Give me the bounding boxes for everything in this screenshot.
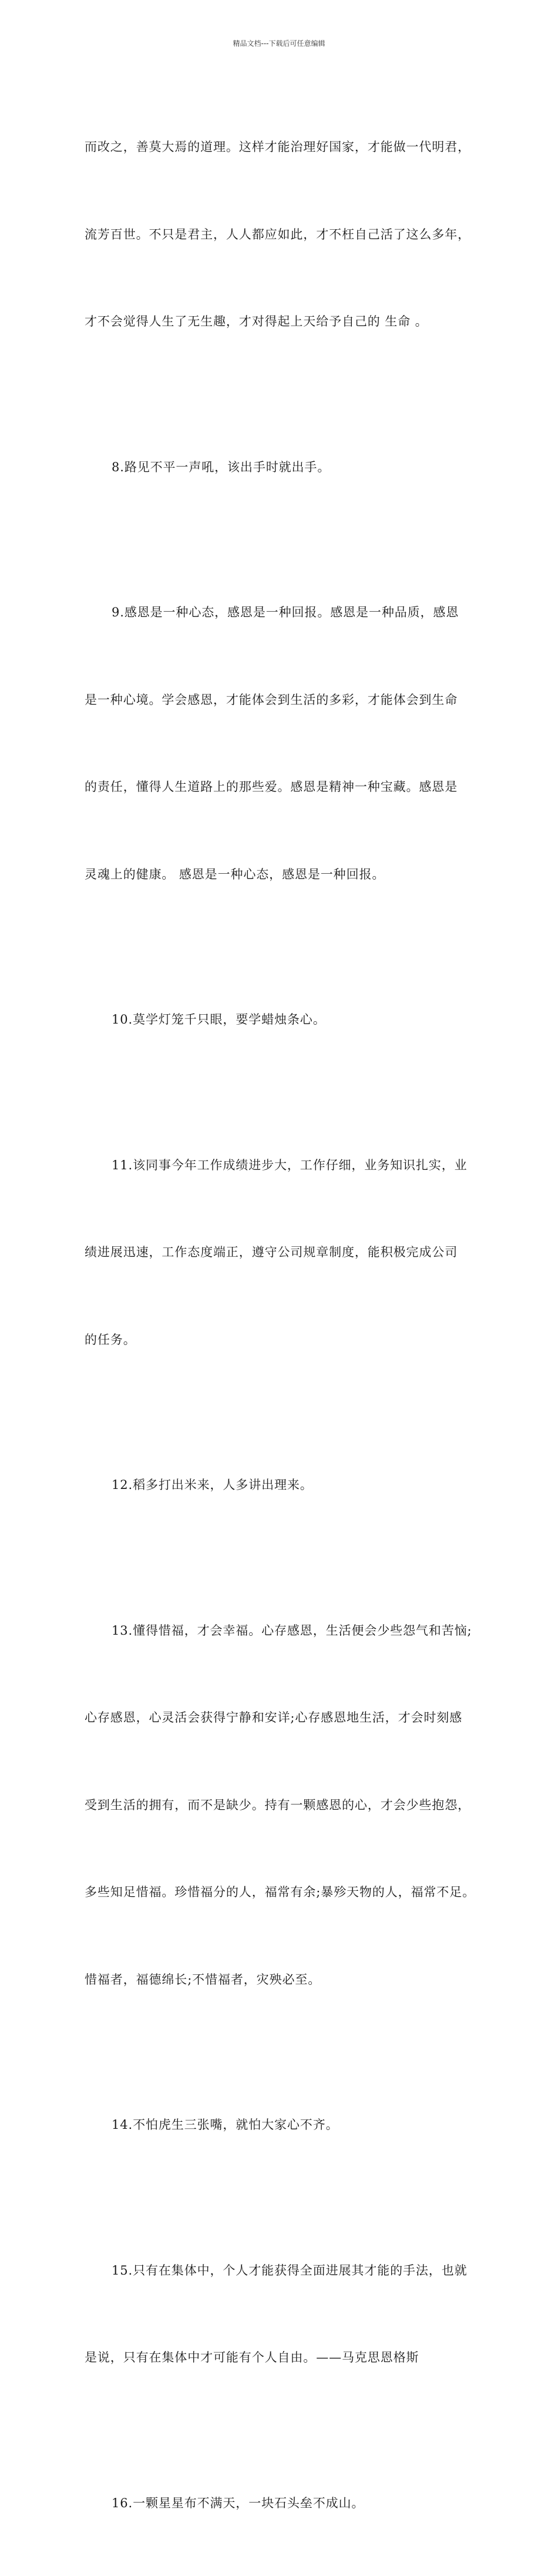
paragraph (85, 2431, 486, 2576)
text-line: 14.不怕虎生三张嘴，就怕大家心不齐。 (85, 2111, 486, 2140)
text-line: 多些知足惜福。珍惜福分的人，福常有余;暴殄天物的人，福常不足。 (85, 1878, 486, 1907)
paragraph (85, 2052, 486, 2198)
text-line: 而改之，善莫大焉的道理。这样才能治理好国家，才能做一代明君， (85, 133, 486, 162)
paragraph (85, 2198, 486, 2431)
paragraph (85, 540, 486, 947)
paragraph (85, 1558, 486, 2053)
text-line: 是说，只有在集体中才可能有个人自由。——马克思恩格斯 (85, 2343, 486, 2373)
document-body (85, 75, 486, 2576)
text-line: 灵魂上的健康。 感恩是一种心态，感恩是一种回报。 (85, 860, 486, 890)
text-line: 8.路见不平一声吼，该出手时就出手。 (85, 453, 486, 482)
text-line: 惜福者，福德绵长;不惜福者，灾殃必至。 (85, 1965, 486, 1995)
paragraph (85, 947, 486, 1093)
text-line: 是一种心境。学会感恩，才能体会到生活的多彩，才能体会到生命 (85, 686, 486, 715)
text-line: 的责任，懂得人生道路上的那些爱。感恩是精神一种宝藏。感恩是 (85, 773, 486, 802)
text-line: 16.一颗星星布不满天，一块石头垒不成山。 (85, 2489, 486, 2518)
text-line: 11.该同事今年工作成绩进步大，工作仔细，业务知识扎实，业 (85, 1151, 486, 1180)
text-line: 的任务。 (85, 1326, 486, 1355)
text-line: 15.只有在集体中，个人才能获得全面进展其才能的手法，也就 (85, 2256, 486, 2286)
paragraph (85, 1093, 486, 1413)
text-line: 心存感恩，心灵活会获得宁静和安详;心存感恩地生活，才会时刻感 (85, 1703, 486, 1733)
text-line: 流芳百世。不只是君主，人人都应如此，才不枉自己活了这么多年， (85, 220, 486, 250)
paragraph (85, 1413, 486, 1558)
text-line: 绩进展迅速，工作态度端正，遵守公司规章制度，能积极完成公司 (85, 1238, 486, 1267)
paragraph (85, 75, 486, 395)
page-header: 精品文档---下载后可任意编辑 (0, 39, 558, 48)
text-line: 12.稻多打出米来，人多讲出理来。 (85, 1471, 486, 1500)
paragraph (85, 395, 486, 541)
text-line: 才不会觉得人生了无生趣，才对得起上天给予自己的 生命 。 (85, 307, 486, 337)
text-line: 10.莫学灯笼千只眼，要学蜡烛条心。 (85, 1005, 486, 1035)
text-line: 9.感恩是一种心态，感恩是一种回报。感恩是一种品质，感恩 (85, 598, 486, 628)
text-line: 13.懂得惜福，才会幸福。心存感恩，生活便会少些怨气和苦恼; (85, 1616, 486, 1646)
text-line: 受到生活的拥有，而不是缺少。持有一颗感恩的心，才会少些抱怨， (85, 1791, 486, 1820)
